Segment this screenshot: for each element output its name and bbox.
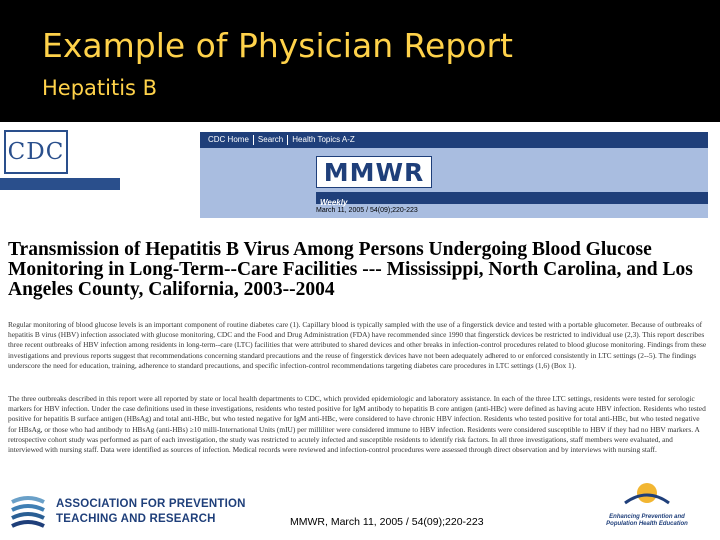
nav-link-health-topics[interactable]: Health Topics A-Z bbox=[292, 135, 355, 144]
slide-subtitle: Hepatitis B bbox=[42, 76, 158, 100]
partner-name-line2: Population Health Education bbox=[606, 521, 688, 527]
cdc-logo-text: CDC bbox=[7, 139, 65, 165]
cdc-bar bbox=[0, 178, 120, 190]
cdc-nav-bar bbox=[200, 132, 708, 148]
aptr-logo bbox=[8, 492, 246, 532]
issue-date: March 11, 2005 / 54(09);220-223 bbox=[316, 207, 418, 214]
partner-logo bbox=[588, 479, 706, 528]
mmwr-logo-text: MMWR bbox=[323, 157, 425, 187]
nav-link-cdc-home[interactable]: CDC Home bbox=[204, 135, 254, 145]
aptr-name-line2: TEACHING AND RESEARCH bbox=[56, 513, 216, 525]
aptr-mark-icon bbox=[8, 492, 48, 532]
weekly-label: Weekly bbox=[320, 198, 348, 207]
citation: MMWR, March 11, 2005 / 54(09);220-223 bbox=[290, 516, 484, 528]
article-paragraph: Regular monitoring of blood glucose levels is an important component of routine diabetes care (1). Capillary blood is typically sampled with the use of a fingerstick device and tested with a portable glucometer. Because of outbreaks of hepatitis B virus (HBV) infection associated with glucose monitoring, CDC and the Food and Drug Administration (FDA) have recommended since 1990 that fingerstick devices be restricted to individual use (2,3). This report describes three recent outbreaks of HBV infection among residents in long-term--care (LTC) facilities that were attributed to shared devices and other breaks in infection-control procedures related to blood glucose monitoring. Findings from these investigations and previous reports suggest that recommendations concerning standard precautions and the reuse of fingerstick devices have not been adequately adhered to or enforced consistently in LTC settings (2--5). The findings underscore the need for education, training, adherence to standard precautions, and specific infection-control recommendations targeting diabetes care procedures in LTC settings (1,6) (Box 1). bbox=[8, 320, 707, 370]
aptr-name-line1: ASSOCIATION FOR PREVENTION bbox=[56, 498, 246, 510]
report-screenshot bbox=[0, 122, 720, 540]
mmwr-header bbox=[0, 122, 720, 222]
mmwr-logo[interactable] bbox=[316, 156, 432, 188]
article-title: Transmission of Hepatitis B Virus Among Persons Undergoing Blood Glucose Monitoring in Long-Term--Care Facilities --- Mississippi, North Carolina, and Los Angeles County, California, 2003--2004 bbox=[8, 239, 693, 300]
nav-link-search[interactable]: Search bbox=[254, 135, 288, 145]
eppe-mark-icon bbox=[619, 479, 675, 509]
slide-title: Example of Physician Report bbox=[42, 26, 513, 65]
weekly-bar bbox=[316, 192, 708, 207]
cdc-logo[interactable] bbox=[4, 130, 68, 174]
slide-header bbox=[0, 0, 720, 122]
partner-name-line1: Enhancing Prevention and bbox=[609, 514, 685, 520]
article-paragraph: The three outbreaks described in this report were all reported by state or local health departments to CDC, which provided epidemiologic and laboratory assistance. In each of the three LTC settings, residents were tested for serologic markers for HBV infection. Under the case definitions used in these investigations, residents who tested positive for IgM antibody to hepatitis B core antigen (anti-HBc) were defined as having acute HBV infection. Residents who tested positive for hepatitis B surface antigen (HBsAg) and total anti-HBc, but who tested negative for IgM anti-HBc, were considered to have chronic HBV infection. Residents who tested positive for total anti-HBc, but who tested negative for HBsAg, or those who had antibody to HBsAg (anti-HBs) ≥10 milli-International Units (mIU) per milliliter were considered immune to HBV infection. Residents were considered susceptible to HBV if they had no HBV markers. A retrospective cohort study was performed as part of each investigation, the study was restricted to acutely infected and susceptible residents to identify risk factors. In all three investigations, staff members were evaluated, and interviewed with nursing staff. Data were identified as sources of infection. Medical records were reviewed and infection-control procedures were assessed through direct observation and by interviews with nursing staff. bbox=[8, 394, 706, 455]
aptr-name bbox=[56, 497, 246, 527]
mmwr-panel bbox=[200, 148, 708, 218]
